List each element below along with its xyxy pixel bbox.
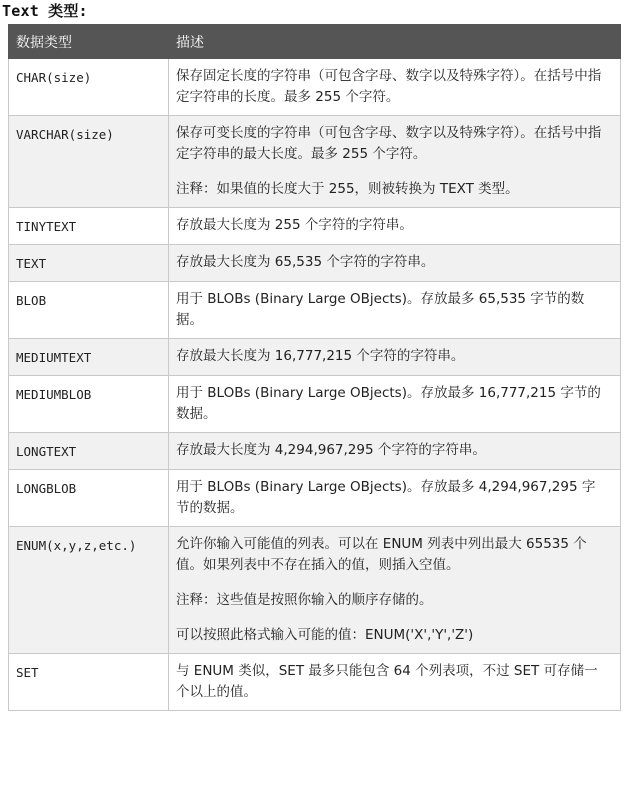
table-row <box>9 59 621 116</box>
type-cell: ENUM(x,y,z,etc.) <box>9 527 169 654</box>
description-text: 用于 BLOBs (Binary Large OBjects)。存放最多 16,777,215 字节的数据。 <box>176 385 601 422</box>
description-text: 用于 BLOBs (Binary Large OBjects)。存放最多 4,294,967,295 字节的数据。 <box>176 479 596 516</box>
description-cell <box>169 654 621 711</box>
table-row <box>9 245 621 282</box>
description-cell <box>169 433 621 470</box>
description-cell <box>169 116 621 208</box>
description-text: 用于 BLOBs (Binary Large OBjects)。存放最多 65,535 字节的数据。 <box>176 291 585 328</box>
description-text: 存放最大长度为 16,777,215 个字符的字符串。 <box>176 348 465 364</box>
column-header-description: 描述 <box>169 25 621 59</box>
description-note: 注释：如果值的长度大于 255，则被转换为 TEXT 类型。 <box>176 181 519 197</box>
type-cell: LONGTEXT <box>9 433 169 470</box>
description-cell <box>169 282 621 339</box>
type-cell: CHAR(size) <box>9 59 169 116</box>
type-cell: TINYTEXT <box>9 208 169 245</box>
table-row <box>9 527 621 654</box>
table-row <box>9 376 621 433</box>
description-cell <box>169 527 621 654</box>
type-cell: MEDIUMTEXT <box>9 339 169 376</box>
description-cell <box>169 376 621 433</box>
description-text: 保存可变长度的字符串（可包含字母、数字以及特殊字符）。在括号中指定字符串的最大长度。最多 255 个字符。 <box>176 125 602 162</box>
type-cell: LONGBLOB <box>9 470 169 527</box>
description-text: 存放最大长度为 65,535 个字符的字符串。 <box>176 254 435 270</box>
description-text: 存放最大长度为 4,294,967,295 个字符的字符串。 <box>176 442 486 458</box>
column-header-type: 数据类型 <box>9 25 169 59</box>
description-cell <box>169 245 621 282</box>
type-cell: VARCHAR(size) <box>9 116 169 208</box>
type-cell: MEDIUMBLOB <box>9 376 169 433</box>
description-cell <box>169 470 621 527</box>
table-row <box>9 339 621 376</box>
description-text: 存放最大长度为 255 个字符的字符串。 <box>176 217 413 233</box>
description-note: 注释：这些值是按照你输入的顺序存储的。 <box>176 592 433 608</box>
table-row <box>9 654 621 711</box>
table-header-row <box>9 25 621 59</box>
description-cell <box>169 59 621 116</box>
text-types-table <box>8 24 621 711</box>
description-text: 与 ENUM 类似，SET 最多只能包含 64 个列表项，不过 SET 可存储一个以上的值。 <box>176 663 598 700</box>
description-text: 保存固定长度的字符串（可包含字母、数字以及特殊字符）。在括号中指定字符串的长度。最多 255 个字符。 <box>176 68 602 105</box>
page-heading: Text 类型: <box>2 2 88 20</box>
table-row <box>9 208 621 245</box>
table-row <box>9 470 621 527</box>
type-cell: SET <box>9 654 169 711</box>
table-row <box>9 116 621 208</box>
type-cell: TEXT <box>9 245 169 282</box>
type-cell: BLOB <box>9 282 169 339</box>
description-cell <box>169 339 621 376</box>
description-text: 允许你输入可能值的列表。可以在 ENUM 列表中列出最大 65535 个值。如果列表中不存在插入的值，则插入空值。 <box>176 536 587 573</box>
description-cell <box>169 208 621 245</box>
table-row <box>9 282 621 339</box>
table-row <box>9 433 621 470</box>
description-format-example: 可以按照此格式输入可能的值：ENUM('X','Y','Z') <box>176 627 474 643</box>
